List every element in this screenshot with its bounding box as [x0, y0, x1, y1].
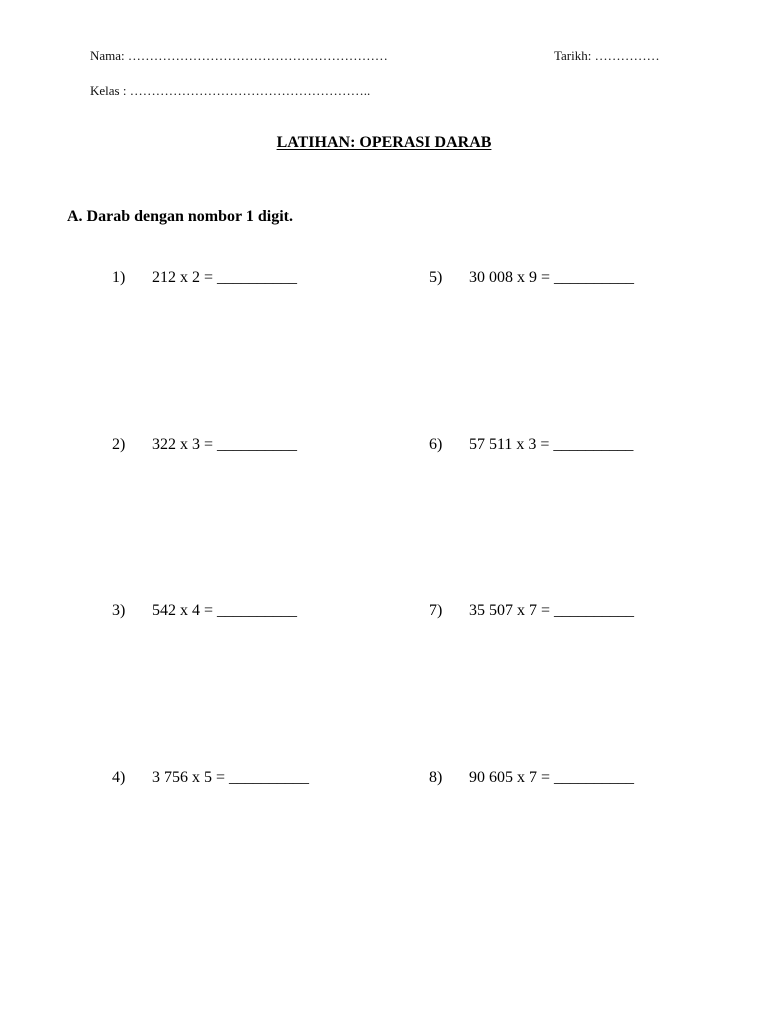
- question-text[interactable]: 90 605 x 7 = __________: [469, 769, 635, 786]
- question-text[interactable]: 35 507 x 7 = __________: [469, 602, 635, 619]
- question-8: [429, 769, 634, 787]
- question-number: 2): [112, 436, 126, 453]
- question-text[interactable]: 30 008 x 9 = __________: [469, 269, 635, 286]
- question-text[interactable]: 57 511 x 3 = __________: [469, 436, 634, 453]
- question-4: [112, 769, 309, 787]
- question-6: [429, 436, 633, 454]
- question-number: 4): [112, 769, 126, 786]
- question-text[interactable]: 3 756 x 5 = __________: [152, 769, 310, 786]
- question-7: [429, 602, 634, 620]
- question-2: [112, 436, 297, 454]
- name-field[interactable]: Nama: ……………………………………………………: [90, 48, 388, 63]
- question-3: [112, 602, 297, 620]
- question-1: [112, 269, 297, 287]
- question-number: 8): [429, 769, 443, 786]
- date-field[interactable]: Tarikh: ……………: [554, 48, 660, 63]
- question-number: 6): [429, 436, 443, 453]
- question-number: 3): [112, 602, 126, 619]
- question-text[interactable]: 542 x 4 = __________: [152, 602, 298, 619]
- section-a-heading: A. Darab dengan nombor 1 digit.: [67, 208, 293, 225]
- question-number: 1): [112, 269, 126, 286]
- question-text[interactable]: 322 x 3 = __________: [152, 436, 298, 453]
- class-field[interactable]: Kelas : ………………………………………………..: [90, 83, 371, 98]
- question-number: 5): [429, 269, 443, 286]
- question-5: [429, 269, 634, 287]
- worksheet-title: LATIHAN: OPERASI DARAB: [276, 134, 492, 151]
- question-text[interactable]: 212 x 2 = __________: [152, 269, 298, 286]
- question-number: 7): [429, 602, 443, 619]
